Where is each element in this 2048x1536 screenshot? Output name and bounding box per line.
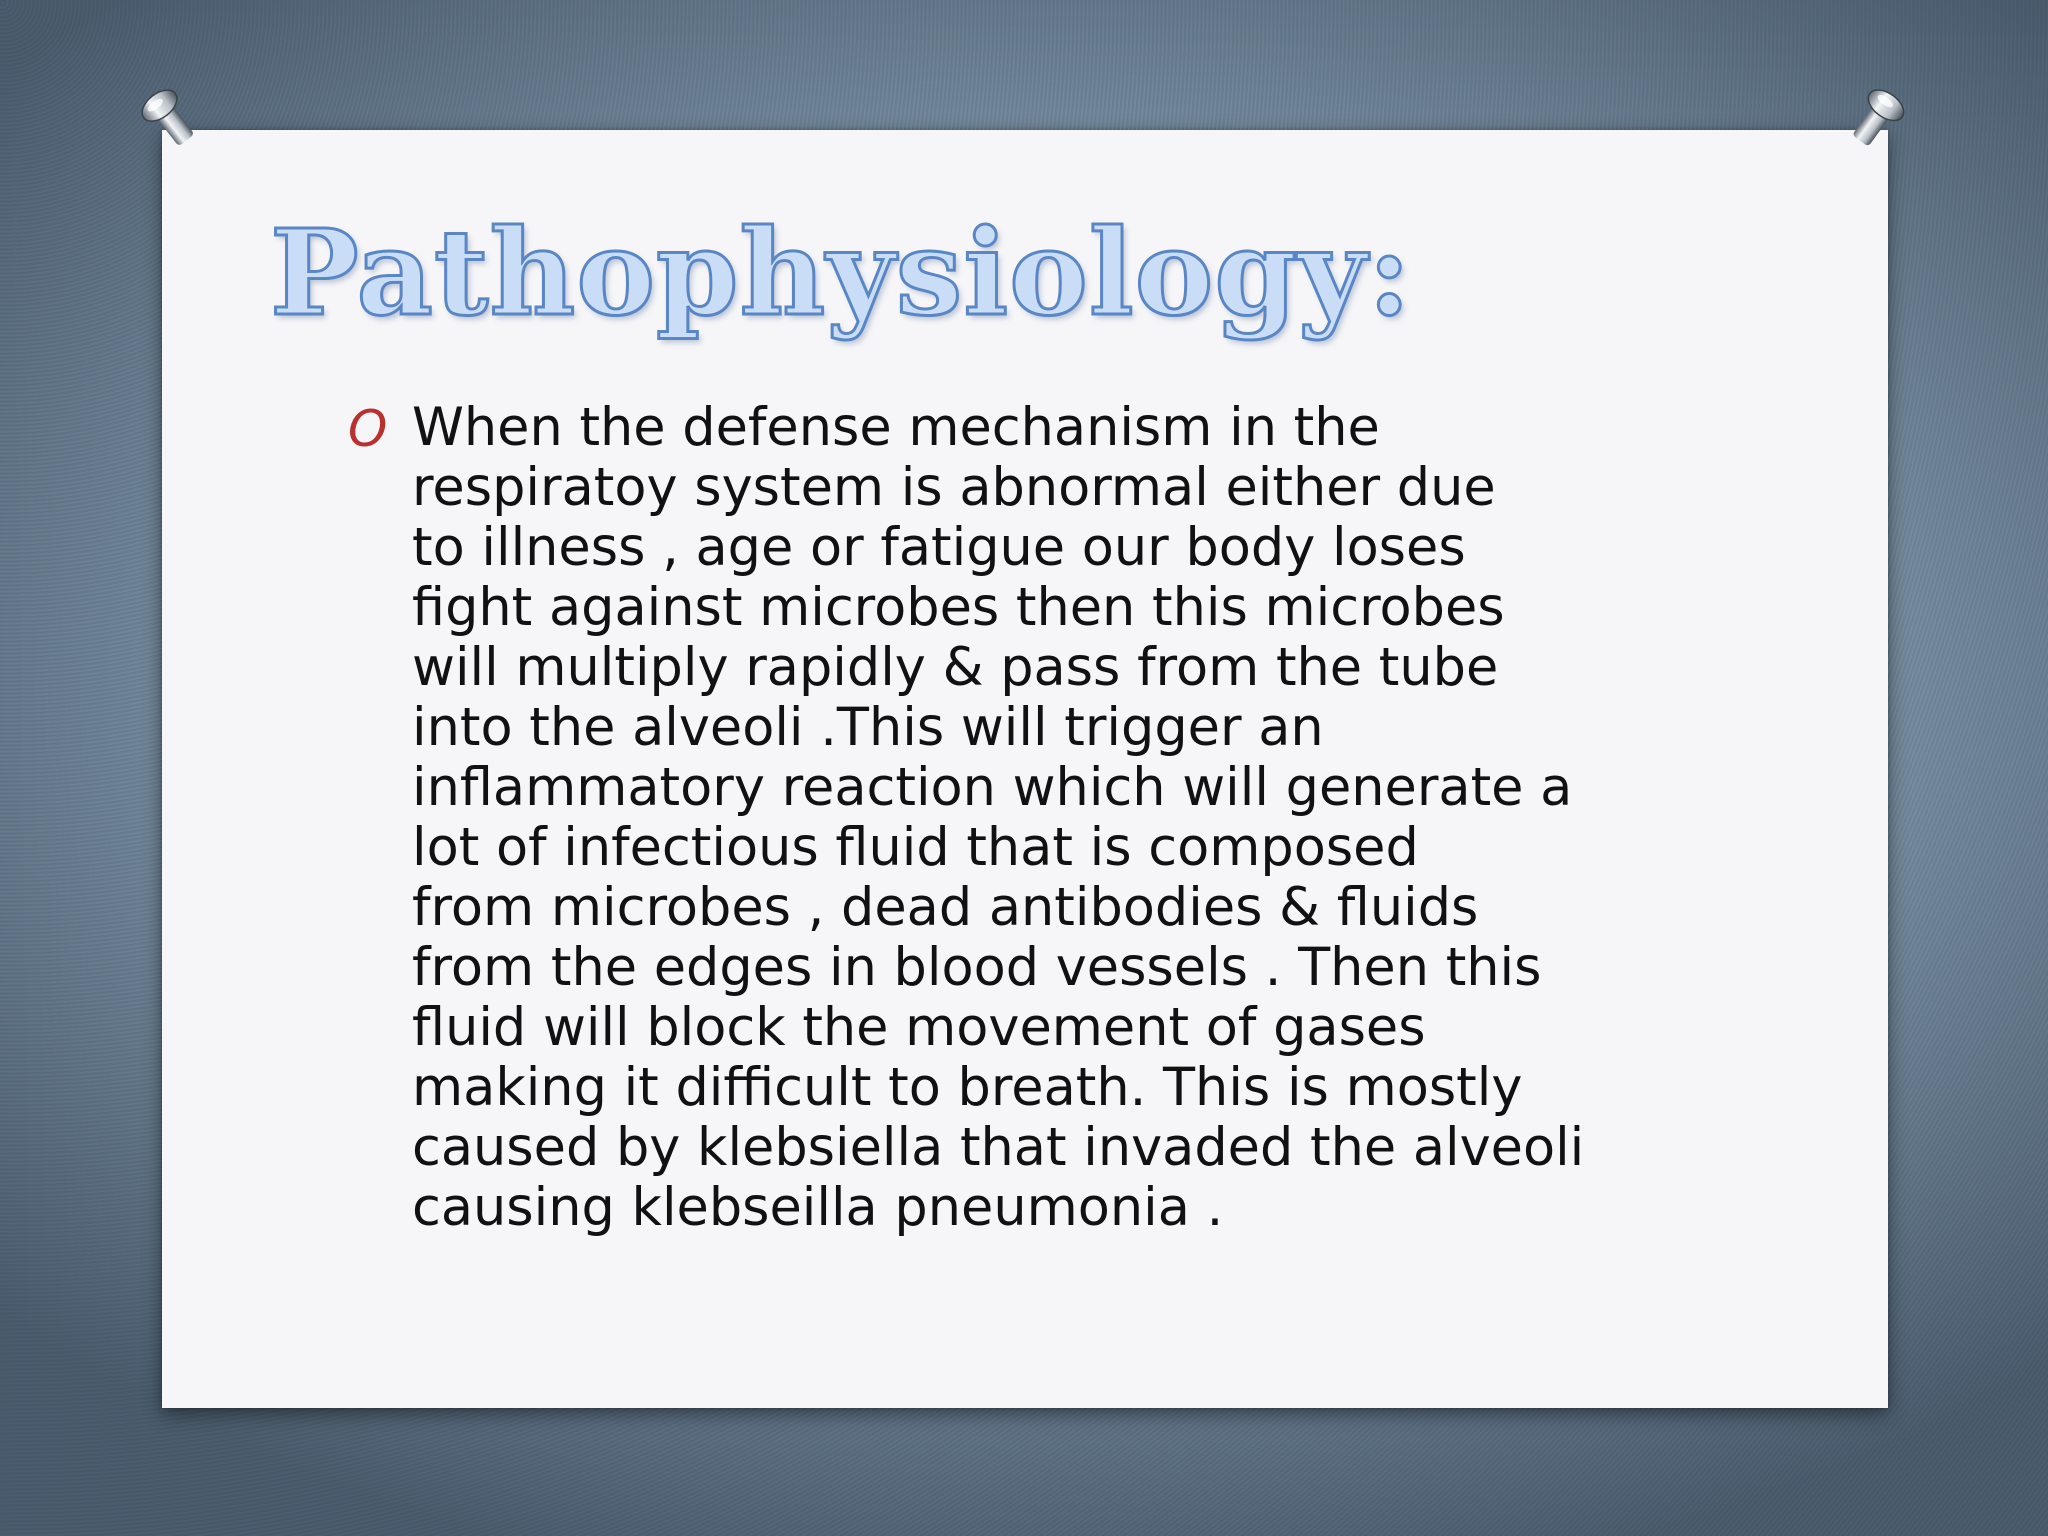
bullet-item <box>348 398 1708 1238</box>
bullet-body-text: When the defense mechanism in the respiratoy system is abnormal either due to illness , age or fatigue our body loses fight against microbes then this microbes will multiply rapidly & pass from the tube into the alveoli .This will trigger an inflammatory reaction which will generate a lot of infectious fluid that is composed from microbes , dead antibodies & fluids from the edges in blood vessels . Then this fluid will block the movement of gases making it difficult to breath. This is mostly caused by klebsiella that invaded the alveoli causing klebseilla pneumonia . <box>412 397 1585 1238</box>
slide-title: Pathophysiology: <box>270 203 1413 342</box>
bullet-marker: O <box>348 400 388 458</box>
